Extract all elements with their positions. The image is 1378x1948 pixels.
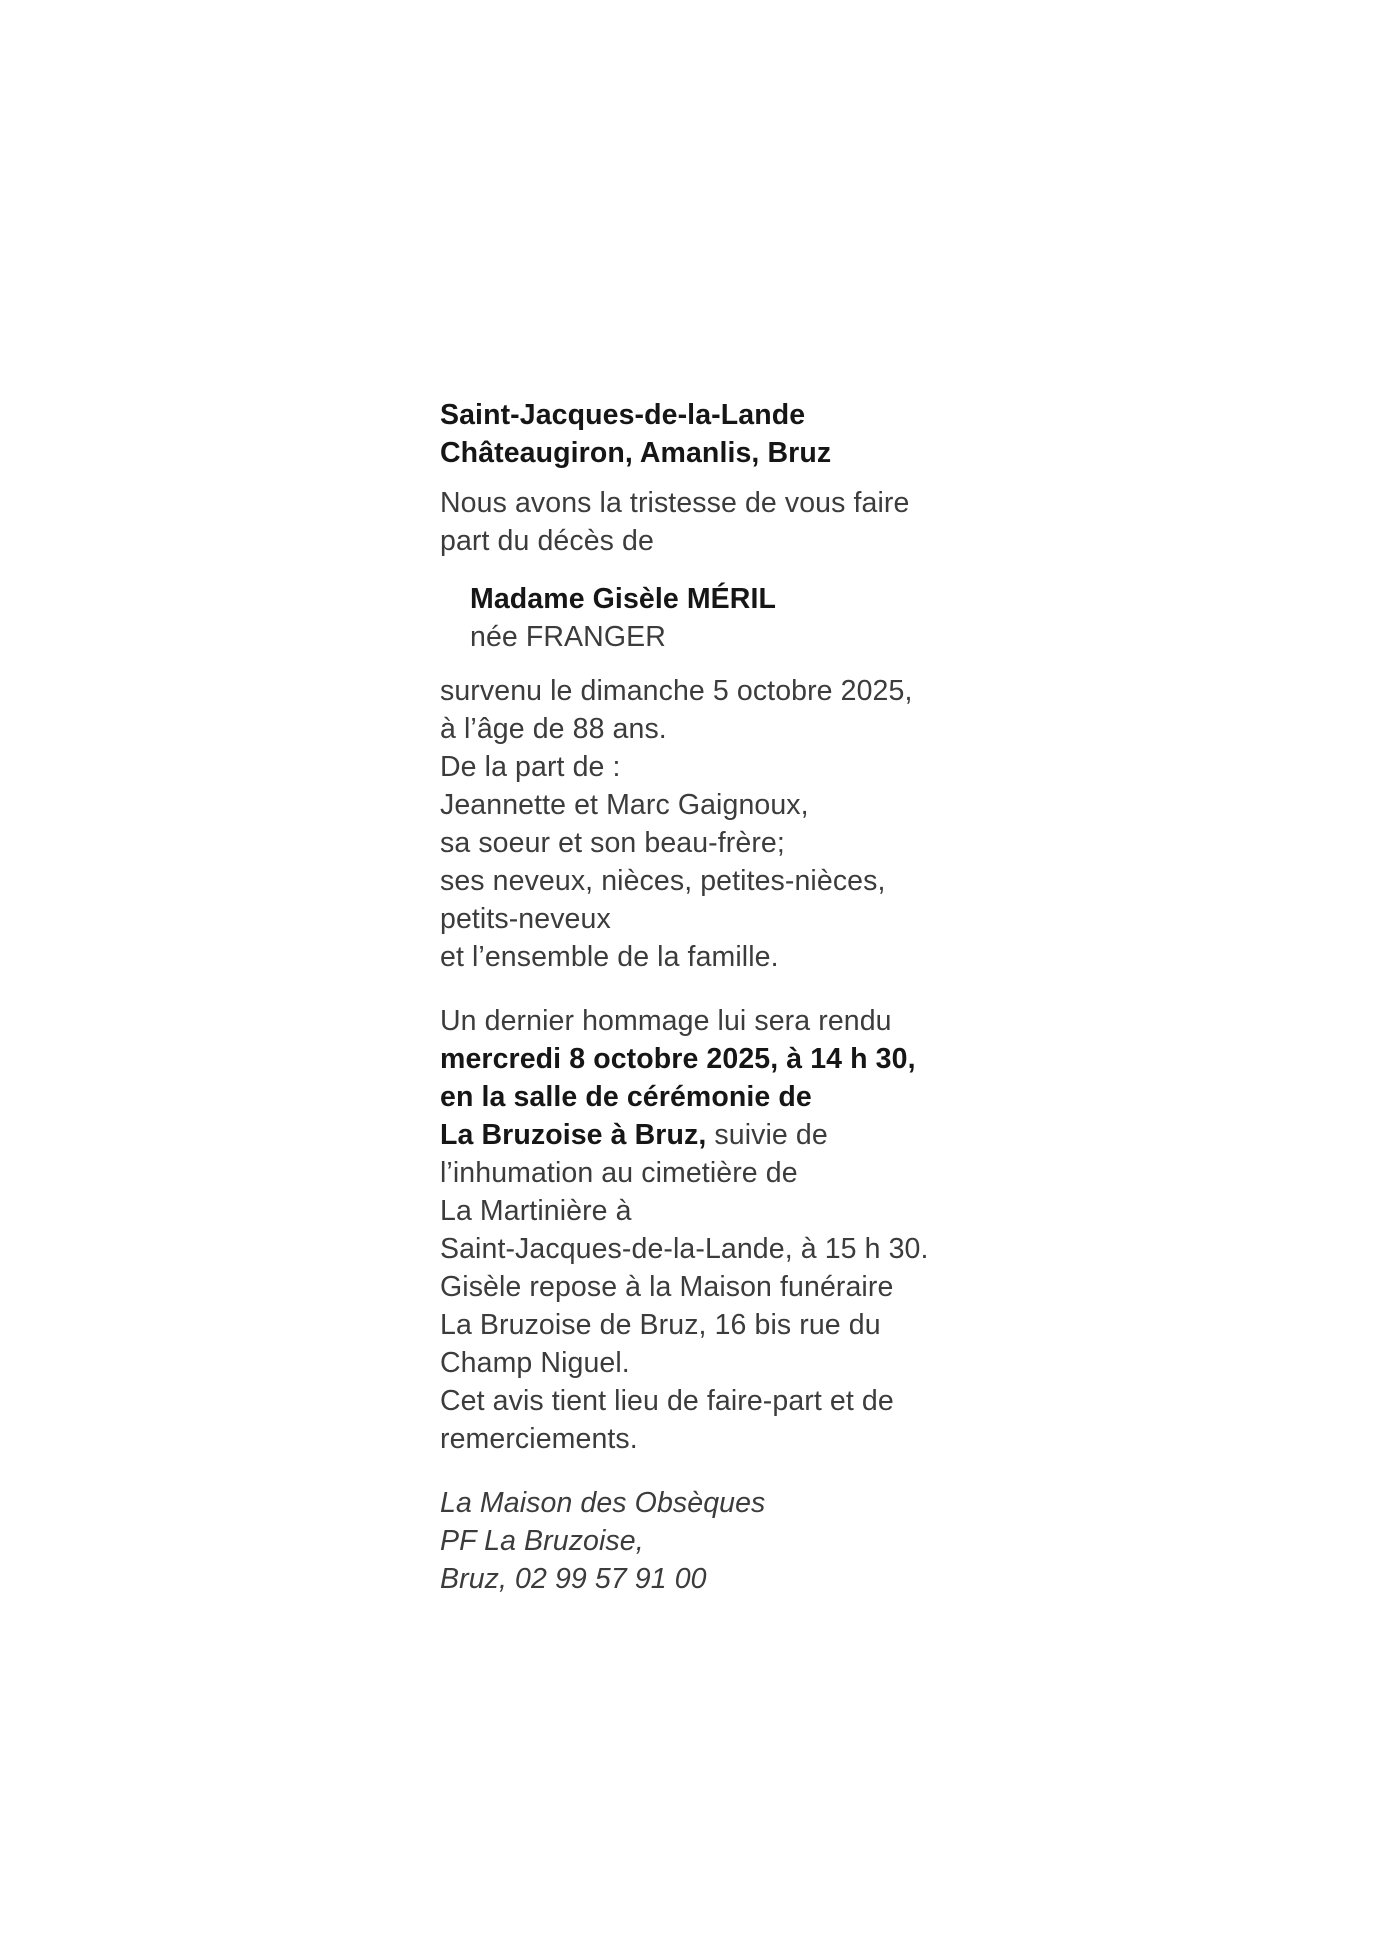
paragraph-death-details-and-family [440, 672, 1000, 976]
notice-line: La Martinière à [440, 1195, 632, 1227]
notice-line: à l’âge de 88 ans. [440, 713, 667, 745]
paragraph-communes-header [440, 396, 1000, 472]
obituary-notice [440, 396, 1000, 1598]
notice-line: Madame Gisèle MÉRIL [470, 583, 776, 615]
paragraph-funeral-home-signature [440, 1484, 1000, 1598]
notice-line: Nous avons la tristesse de vous faire [440, 487, 910, 519]
notice-line: La Bruzoise de Bruz, 16 bis rue du [440, 1309, 881, 1341]
notice-line [440, 1116, 1000, 1154]
notice-line: Saint-Jacques-de-la-Lande [440, 399, 806, 431]
notice-line-segment: suivie de [706, 1119, 828, 1151]
notice-line: survenu le dimanche 5 octobre 2025, [440, 675, 913, 707]
notice-line: mercredi 8 octobre 2025, à 14 h 30, [440, 1043, 916, 1075]
notice-line: et l’ensemble de la famille. [440, 941, 779, 973]
notice-line-segment: La Bruzoise à Bruz, [440, 1119, 707, 1151]
notice-line: ses neveux, nièces, petites-nièces, [440, 865, 886, 897]
notice-line: Un dernier hommage lui sera rendu [440, 1005, 892, 1037]
paragraph-announcement-intro [440, 484, 1000, 560]
notice-line: petits-neveux [440, 903, 611, 935]
notice-line: Bruz, 02 99 57 91 00 [440, 1563, 707, 1595]
notice-line: Gisèle repose à la Maison funéraire [440, 1271, 894, 1303]
notice-line: Cet avis tient lieu de faire-part et de [440, 1385, 894, 1417]
notice-line: De la part de : [440, 751, 621, 783]
notice-line: née FRANGER [470, 621, 666, 653]
notice-line: PF La Bruzoise, [440, 1525, 644, 1557]
notice-line: La Maison des Obsèques [440, 1487, 766, 1519]
paragraph-deceased-name [440, 580, 1000, 656]
notice-line: Saint-Jacques-de-la-Lande, à 15 h 30. [440, 1233, 929, 1265]
notice-line: l’inhumation au cimetière de [440, 1157, 798, 1189]
notice-line: remerciements. [440, 1423, 638, 1455]
notice-line: part du décès de [440, 525, 654, 557]
notice-line: en la salle de cérémonie de [440, 1081, 812, 1113]
paragraph-ceremony-details [440, 1002, 1000, 1458]
notice-line: Châteaugiron, Amanlis, Bruz [440, 437, 832, 469]
notice-line: sa soeur et son beau-frère; [440, 827, 785, 859]
notice-line: Jeannette et Marc Gaignoux, [440, 789, 809, 821]
notice-line: Champ Niguel. [440, 1347, 630, 1379]
